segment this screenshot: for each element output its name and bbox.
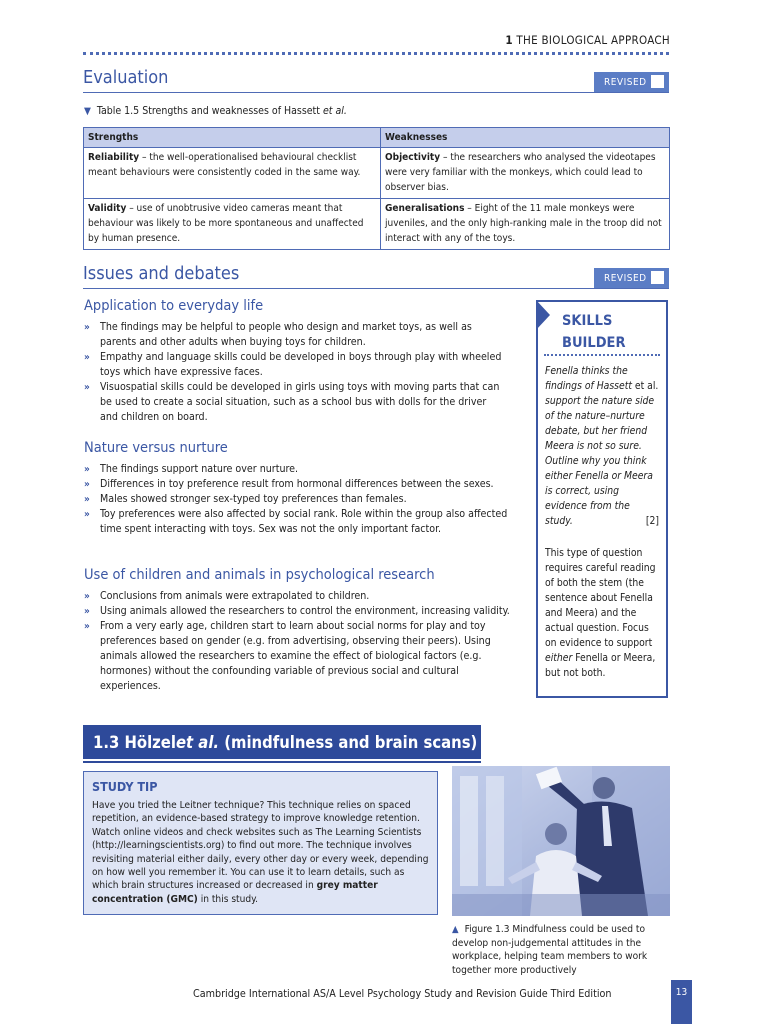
list-item: » Differences in toy preference result from hormonal differences between the sexes. (84, 478, 494, 490)
subheading-children-animals: Use of children and animals in psychological research (84, 567, 435, 583)
skills-dotted-rule (544, 354, 660, 356)
list-item: » Empathy and language skills could be developed in boys through play with wheeled toys which have expressive faces. (84, 351, 502, 378)
skills-builder-heading: SKILLS BUILDER (562, 313, 626, 351)
list-item: » From a very early age, children start to learn about social norms for play and toy preferences based on gender (e.g. from advertising, observing their peers). Using animals allowed the researchers to examine the effect of biological factors (e.g. hormones) without the confounding variable of previous social and cultural experiences. (84, 620, 491, 692)
chapter-header (505, 33, 670, 47)
list-item: » Conclusions from animals were extrapolated to children. (84, 590, 370, 602)
table-header-cell: Weaknesses (381, 128, 670, 148)
table-header-row (84, 128, 670, 148)
evaluation-rule (83, 92, 669, 93)
list-item: » The findings may be helpful to people who design and market toys, as well as parents and other adults when buying toys for children. (84, 321, 472, 348)
evaluation-title: Evaluation (83, 67, 169, 88)
strengths-weaknesses-table (83, 127, 670, 250)
double-chevron-icon: » (84, 494, 90, 505)
table-row (84, 148, 670, 199)
triangle-up-icon: ▲ (452, 924, 459, 935)
header-dotted-rule (83, 52, 669, 55)
mindfulness-office-photo (452, 766, 670, 916)
table-row (84, 199, 670, 250)
list-item: » Toy preferences were also affected by social rank. Role within the group also affected time spent interacting with toys. Sex was not the only important factor. (84, 508, 508, 535)
double-chevron-icon: » (84, 464, 90, 475)
study-tip-heading: STUDY TIP (92, 779, 158, 794)
list-item: » Males showed stronger sex-typed toy preferences than females. (84, 493, 407, 505)
table-cell: Objectivity – the researchers who analysed the videotapes were very familiar with the monkeys, which could lead to observer bias. (381, 148, 670, 199)
double-chevron-icon: » (84, 479, 90, 490)
flag-icon (536, 300, 550, 330)
table-cell: Validity – use of unobtrusive video cameras meant that behaviour was likely to be more spontaneous and unaffected by human presence. (84, 199, 381, 250)
list-item: » The findings support nature over nurture. (84, 463, 299, 475)
double-chevron-icon: » (84, 352, 90, 363)
double-chevron-icon: » (84, 509, 90, 520)
issues-rule (83, 288, 669, 289)
skills-answer-guidance: This type of question requires careful reading of both the stem (the sentence about Fenella and Meera) and the actual question. Focus on evidence to support either Fenella or Meera, but not both. (545, 547, 656, 679)
revised-checkbox-issues[interactable] (594, 268, 669, 288)
subheading-application: Application to everyday life (84, 298, 264, 314)
double-chevron-icon: » (84, 606, 90, 617)
revised-checkbox-evaluation[interactable] (594, 72, 669, 92)
double-chevron-icon: » (84, 621, 90, 632)
table-cell: Generalisations – Eight of the 11 male monkeys were juveniles, and the only high-ranking male in the troop did not interact with any of the toys. (381, 199, 670, 250)
revised-label: REVISED (604, 272, 647, 284)
chapter-title: THE BIOLOGICAL APPROACH (516, 33, 670, 47)
skills-question: Fenella thinks the findings of Hassett et al. support the nature side of the nature–nurture debate, but her friend Meera is not so sure. Outline why you think either Fenella or Meera is correct, using evidence from the study. [2] (545, 365, 659, 527)
office-meditation-illustration (452, 766, 670, 916)
double-chevron-icon: » (84, 382, 90, 393)
table-caption: ▼ Table 1.5 Strengths and weaknesses of Hassett et al. (84, 105, 347, 117)
page-number: 13 (671, 980, 692, 1024)
table-header-cell: Strengths (84, 128, 381, 148)
study-tip-body: Have you tried the Leitner technique? This technique relies on spaced repetition, an evidence-based strategy to improve knowledge retention. Watch online videos and check websites such as The Learning Scientists (http://learningscientists.org) to find out more. The technique involves revisiting material either daily, every other day or every week, depending on how well you remember it. You can use it to learn details, such as which brain structures increased or decreased in grey matter concentration (GMC) in this study. (92, 800, 429, 905)
list-item: » Using animals allowed the researchers to control the environment, increasing validity. (84, 605, 510, 617)
footer-book-title: Cambridge International AS/A Level Psychology Study and Revision Guide Third Edition (193, 987, 612, 1000)
skills-builder-box (536, 300, 668, 698)
double-chevron-icon: » (84, 591, 90, 602)
subheading-nature-nurture: Nature versus nurture (84, 440, 228, 456)
study-tip-box (83, 771, 438, 915)
study-title-banner: 1.3 Hölzel et al. (mindfulness and brain scans) (83, 725, 481, 759)
triangle-down-icon: ▼ (84, 106, 91, 117)
figure-caption: ▲ Figure 1.3 Mindfulness could be used to develop non-judgemental attitudes in the workplace, helping team members to work together more productively (452, 924, 648, 976)
bullet-list-children-animals (84, 589, 514, 694)
chapter-number: 1 (505, 33, 513, 47)
list-item: » Visuospatial skills could be developed in girls using toys with moving parts that can be used to create a social situation, such as a school bus with dolls for the driver and children on board. (84, 381, 500, 423)
issues-title: Issues and debates (83, 263, 240, 284)
marks-label: [2] (645, 515, 659, 527)
banner-underline (83, 761, 481, 763)
double-chevron-icon: » (84, 322, 90, 333)
table-cell: Reliability – the well-operationalised behavioural checklist meant behaviours were consistently coded in the same way. (84, 148, 381, 199)
checkbox-icon (651, 75, 664, 88)
checkbox-icon (651, 271, 664, 284)
bullet-list-application (84, 320, 504, 425)
bullet-list-nature (84, 462, 520, 537)
revised-label: REVISED (604, 76, 647, 88)
